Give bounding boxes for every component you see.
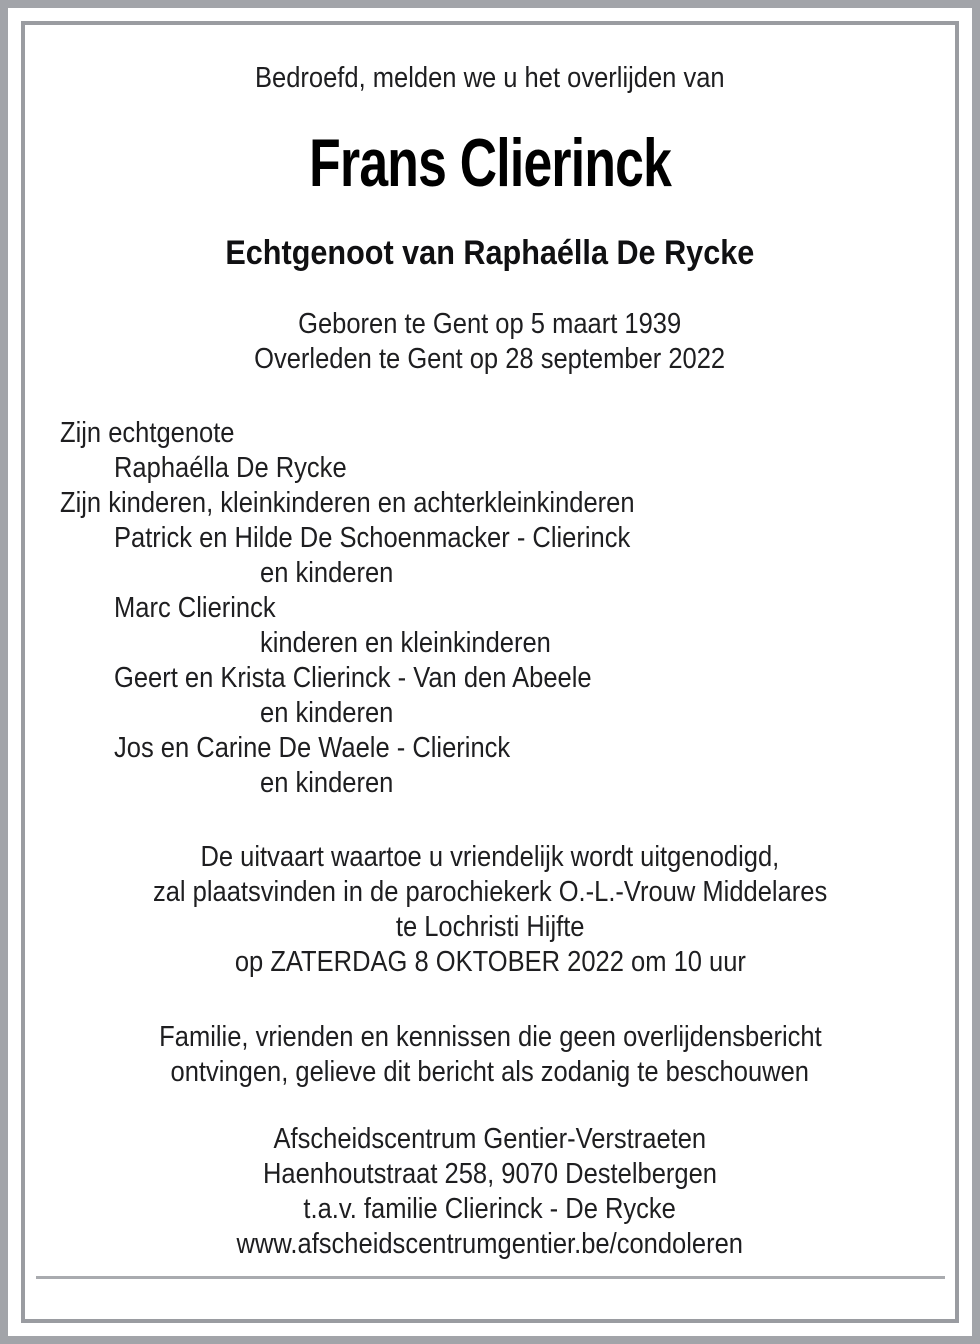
notice-line: Familie, vrienden en kennissen die geen overlijdensbericht <box>158 1021 822 1053</box>
family-line: Zijn echtgenote <box>60 417 235 449</box>
funeral-line: De uitvaart waartoe u vriendelijk wordt uitgenodigd, <box>200 841 780 873</box>
condolence-url: www.afscheidscentrumgentier.be/condoleren <box>236 1228 744 1260</box>
intro-text: Bedroefd, melden we u het overlijden van <box>255 62 725 94</box>
funeral-line: te Lochristi Hijfte <box>395 911 585 943</box>
deceased-name-text: Frans Clierinck <box>309 125 671 201</box>
funeral-date-line: op ZATERDAG 8 OKTOBER 2022 om 10 uur <box>234 946 746 978</box>
funeral-info <box>25 840 955 980</box>
bottom-divider <box>36 1276 945 1279</box>
deceased-name <box>25 126 955 201</box>
family-line: Marc Clierinck <box>114 592 276 624</box>
funeral-line: zal plaatsvinden in de parochiekerk O.-L.-Vrouw Middelares <box>152 876 828 908</box>
family-line: en kinderen <box>260 697 394 729</box>
death-announcement <box>21 21 959 1323</box>
family-list <box>25 416 955 801</box>
family-line: Jos en Carine De Waele - Clierinck <box>114 732 511 764</box>
notice-block <box>25 1020 955 1090</box>
family-line: Geert en Krista Clierinck - Van den Abeele <box>114 662 592 694</box>
intro-line <box>25 61 955 96</box>
family-line: Raphaélla De Rycke <box>114 452 347 484</box>
relation-text: Echtgenoot van Raphaélla De Rycke <box>225 234 755 272</box>
family-line: Zijn kinderen, kleinkinderen en achterkleinkinderen <box>60 487 635 519</box>
family-line: en kinderen <box>260 767 394 799</box>
family-line: en kinderen <box>260 557 394 589</box>
funeral-home-address: Haenhoutstraat 258, 9070 Destelbergen <box>262 1158 718 1190</box>
family-line: kinderen en kleinkinderen <box>260 627 551 659</box>
death-line: Overleden te Gent op 28 september 2022 <box>254 343 726 375</box>
funeral-home-name: Afscheidscentrum Gentier-Verstraeten <box>273 1123 707 1155</box>
notice-line: ontvingen, gelieve dit bericht als zodanig te beschouwen <box>170 1056 810 1088</box>
birth-death-block <box>25 307 955 377</box>
relation-line <box>25 233 955 273</box>
birth-line: Geboren te Gent op 5 maart 1939 <box>298 308 682 340</box>
family-line: Patrick en Hilde De Schoenmacker - Clierinck <box>114 522 631 554</box>
funeral-home-block <box>25 1122 955 1262</box>
attention-line: t.a.v. familie Clierinck - De Rycke <box>303 1193 677 1225</box>
